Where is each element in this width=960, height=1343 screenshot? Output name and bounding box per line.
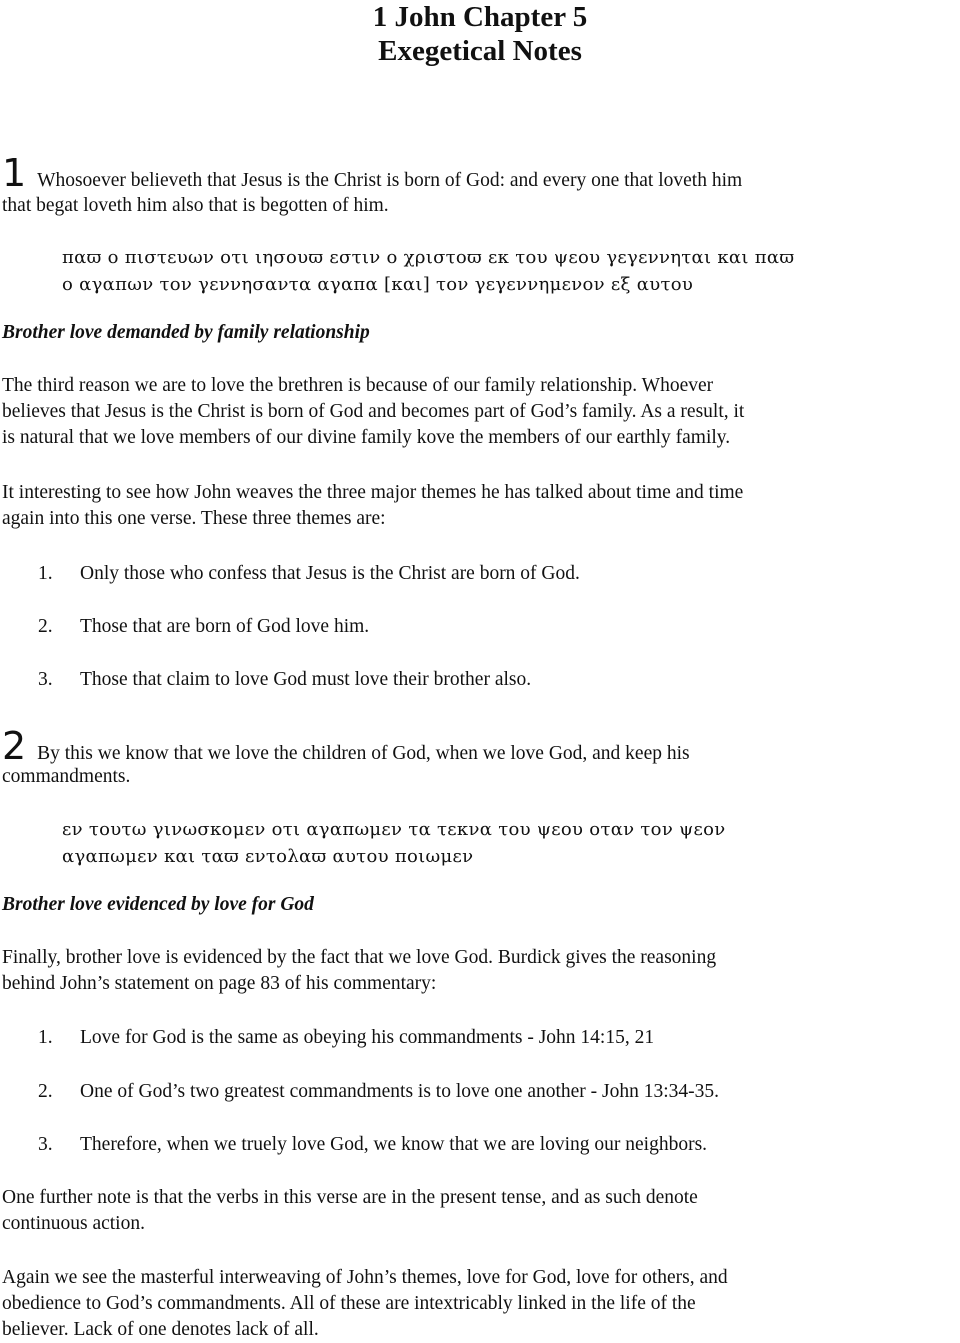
list-text: Therefore, when we truely love God, we know that we are loving our neighbors. — [80, 1134, 708, 1155]
verse-2-text-line2: commandments. — [2, 766, 131, 787]
list-text: One of God’s two greatest commandments is to love one another - John 13:34-35. — [80, 1081, 720, 1102]
verse-2-greek-line2: αγαπωμεν και ταϖ εντολαϖ αυτου ποιωμεν — [62, 846, 474, 867]
reasoning-list-item — [38, 1079, 938, 1105]
verse-1-para1-line1: The third reason we are to love the brethren is because of our family relationship. Whoever — [2, 375, 714, 396]
verse-2-para3-line1: Again we see the masterful interweaving of John’s themes, love for God, love for others, and — [2, 1267, 728, 1288]
verse-number-2: 2 — [2, 724, 27, 768]
list-number: 2. — [38, 1081, 53, 1102]
list-text: Love for God is the same as obeying his commandments - John 14:15, 21 — [80, 1027, 655, 1048]
section-heading-family-relationship: Brother love demanded by family relationship — [2, 322, 370, 343]
page-title-line1: 1 John Chapter 5 — [372, 1, 588, 33]
verse-1-para2-line1: It interesting to see how John weaves the three major themes he has talked about time and time — [2, 482, 744, 503]
verse-1-text-line1 — [2, 151, 954, 195]
verse-2-para1-line2: behind John’s statement on page 83 of his commentary: — [2, 973, 437, 994]
verse-2-text: By this we know that we love the children of God, when we love God, and keep his — [37, 743, 690, 764]
reasoning-list-item — [38, 1132, 938, 1158]
page-title-line2: Exegetical Notes — [378, 35, 582, 67]
verse-1-greek-line1: παϖ ο πιστευων οτι ιησουϖ εστιν ο χριστοϖ εκ του ψεου γεγεννηται και παϖ — [62, 247, 795, 268]
list-text: Those that are born of God love him. — [80, 616, 370, 637]
themes-list-item — [38, 667, 938, 693]
themes-list-item — [38, 561, 938, 587]
verse-2-para2-line2: continuous action. — [2, 1213, 145, 1234]
reasoning-list-item — [38, 1025, 938, 1051]
list-number: 1. — [38, 563, 53, 584]
verse-1-para1-line3: is natural that we love members of our divine family kove the members of our earthly family. — [2, 427, 731, 448]
list-text: Those that claim to love God must love their brother also. — [80, 669, 532, 690]
verse-2-para2-line1: One further note is that the verbs in this verse are in the present tense, and as such denote — [2, 1187, 698, 1208]
themes-list-item — [38, 614, 938, 640]
section-heading-love-for-god: Brother love evidenced by love for God — [2, 894, 314, 915]
verse-1-text: Whosoever believeth that Jesus is the Christ is born of God: and every one that loveth him — [37, 170, 743, 191]
verse-1-para1-line2: believes that Jesus is the Christ is born of God and becomes part of God’s family. As a result, it — [2, 401, 745, 422]
list-number: 3. — [38, 1134, 53, 1155]
list-number: 3. — [38, 669, 53, 690]
verse-2-greek-line1: εν τουτω γινωσκομεν οτι αγαπωμεν τα τεκνα του ψεου οταν τον ψεον — [62, 819, 726, 840]
verse-number-1: 1 — [2, 151, 27, 195]
verse-2-text-line1 — [2, 724, 954, 768]
verse-2-para1-line1: Finally, brother love is evidenced by the fact that we love God. Burdick gives the reasoning — [2, 947, 717, 968]
list-number: 1. — [38, 1027, 53, 1048]
list-number: 2. — [38, 616, 53, 637]
verse-1-para2-line2: again into this one verse. These three themes are: — [2, 508, 386, 529]
verse-1-text-line2: that begat loveth him also that is begotten of him. — [2, 195, 389, 216]
list-text: Only those who confess that Jesus is the Christ are born of God. — [80, 563, 580, 584]
verse-2-para3-line2: obedience to God’s commandments. All of these are intextricably linked in the life of the — [2, 1293, 696, 1314]
verse-1-greek-line2: ο αγαπων τον γεννησαντα αγαπα [και] τον γεγεννημενον εξ αυτου — [62, 274, 694, 295]
verse-2-para3-line3: believer. Lack of one denotes lack of all. — [2, 1319, 319, 1340]
